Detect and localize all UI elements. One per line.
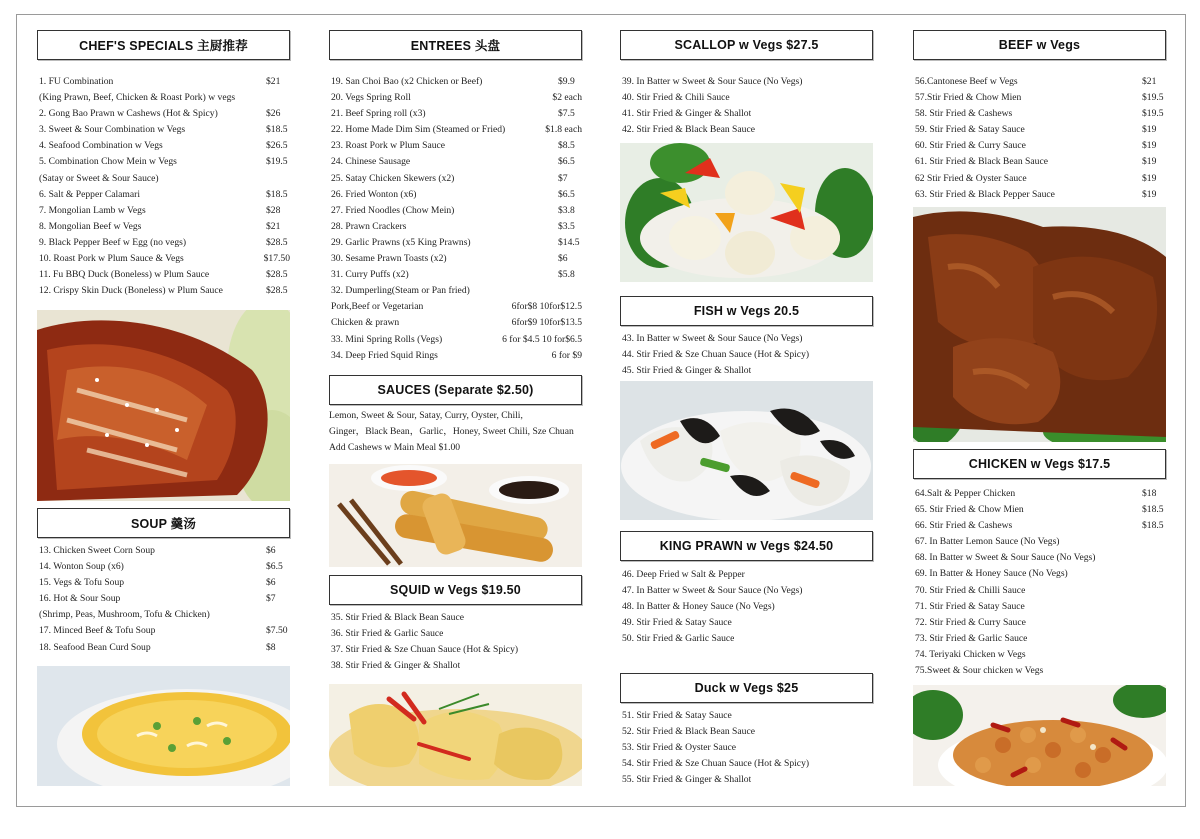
menu-item [331, 283, 582, 299]
menu-item-name: 1. FU Combination [39, 76, 114, 87]
menu-item-name: 73. Stir Fried & Garlic Sauce [915, 632, 1028, 644]
menu-item [39, 607, 290, 623]
menu-item-price: $28.5 [266, 285, 288, 297]
menu-item [331, 138, 582, 154]
menu-item [622, 740, 873, 756]
menu-item-name: 2. Gong Bao Prawn w Cashews (Hot & Spicy) [39, 108, 218, 120]
menu-item-name: 49. Stir Fried & Satay Sauce [622, 617, 732, 629]
menu-item-name: 43. In Batter w Sweet & Sour Sauce (No Vegs) [622, 333, 803, 344]
menu-item-price: $28.5 [266, 236, 288, 248]
menu-item-price: $19 [1142, 156, 1157, 168]
menu-item-name: 48. In Batter & Honey Sauce (No Vegs) [622, 601, 775, 613]
fish-header: FISH w Vegs 20.5 [620, 296, 873, 326]
menu-item-name: 59. Stir Fried & Satay Sauce [915, 124, 1025, 136]
menu-item [39, 251, 290, 267]
menu-item-price [849, 347, 873, 363]
column-3-fish [620, 296, 873, 379]
menu-item-price [1142, 631, 1166, 647]
menu-item-price [1142, 615, 1166, 631]
menu-item-price [849, 363, 873, 379]
menu-item [622, 90, 873, 106]
menu-item-price: $6 [266, 545, 276, 556]
menu-item-price [849, 122, 873, 138]
menu-item-price: $19.5 [266, 156, 288, 168]
menu-item [39, 283, 290, 299]
menu-item [39, 591, 290, 607]
column-4 [913, 30, 1166, 203]
menu-item-price [849, 567, 873, 583]
squid-photo [329, 684, 582, 786]
menu-item-name: 5. Combination Chow Mein w Vegs [39, 156, 177, 168]
menu-item [331, 235, 582, 251]
menu-item-name: 32. Dumperling(Steam or Pan fried) [331, 285, 470, 297]
menu-item-name: 26. Fried Wonton (x6) [331, 188, 417, 200]
chefs-specials-header: CHEF'S SPECIALS 主厨推荐 [37, 30, 290, 60]
menu-item-name: 61. Stir Fried & Black Bean Sauce [915, 156, 1048, 168]
menu-item [331, 90, 582, 106]
column-4-chicken [913, 449, 1166, 679]
menu-item-price [849, 615, 873, 631]
menu-item-name: 75.Sweet & Sour chicken w Vegs [915, 665, 1044, 677]
menu-item-price [266, 90, 290, 106]
menu-item-name: Chicken & prawn [331, 317, 400, 329]
menu-item [39, 219, 290, 235]
sauces-header: SAUCES (Separate $2.50) [329, 375, 582, 405]
menu-item-name: 10. Roast Pork w Plum Sauce & Vegs [39, 253, 184, 265]
menu-item [39, 90, 290, 106]
menu-item [39, 203, 290, 219]
menu-item [915, 550, 1166, 566]
menu-item [622, 347, 873, 363]
menu-item-price [558, 610, 582, 626]
menu-item-name: 50. Stir Fried & Garlic Sauce [622, 633, 735, 645]
menu-item-price [849, 724, 873, 740]
menu-item [331, 267, 582, 283]
menu-item-price: $7 [266, 593, 276, 605]
menu-item [39, 623, 290, 639]
menu-item-name: 21. Beef Spring roll (x3) [331, 108, 426, 120]
menu-item-name: 57.Stir Fried & Chow Mien [915, 92, 1022, 104]
scallop-header: SCALLOP w Vegs $27.5 [620, 30, 873, 60]
menu-item-price: $18 [1142, 488, 1157, 499]
menu-item-name: 45. Stir Fried & Ginger & Shallot [622, 365, 752, 377]
menu-item [915, 647, 1166, 663]
menu-item-price: $3.8 [558, 204, 575, 216]
beef-list [915, 74, 1166, 203]
menu-item-price [849, 583, 873, 599]
menu-item [331, 74, 582, 90]
menu-item-name: 64.Salt & Pepper Chicken [915, 488, 1016, 499]
menu-item [622, 599, 873, 615]
scallop-list [622, 74, 873, 138]
menu-item [39, 74, 290, 90]
menu-item-name: 65. Stir Fried & Chow Mien [915, 504, 1024, 516]
menu-item-price [558, 658, 582, 674]
menu-item [331, 171, 582, 187]
menu-item-name: 62 Stir Fried & Oyster Sauce [915, 172, 1027, 184]
menu-item [39, 267, 290, 283]
menu-item-price: 6 for $9 [551, 349, 582, 361]
menu-item-price [1142, 534, 1166, 550]
menu-item-price: $6.5 [558, 156, 575, 168]
menu-item-price [266, 607, 290, 623]
menu-item [915, 615, 1166, 631]
menu-item [915, 154, 1166, 170]
menu-item [331, 348, 582, 364]
menu-item-name: (Satay or Sweet & Sour Sauce) [39, 172, 159, 184]
menu-item-name: 9. Black Pepper Beef w Egg (no vegs) [39, 236, 187, 248]
menu-item [915, 187, 1166, 203]
menu-item-name: 67. In Batter Lemon Sauce (No Vegs) [915, 536, 1060, 548]
menu-item [331, 332, 582, 348]
menu-item [622, 331, 873, 347]
menu-item-name: 15. Vegs & Tofu Soup [39, 577, 125, 589]
menu-item-name: 72. Stir Fried & Curry Sauce [915, 616, 1026, 628]
scallop-photo [620, 143, 873, 282]
menu-item-price: $14.5 [558, 236, 580, 248]
column-3 [620, 30, 873, 138]
menu-item-price [266, 171, 290, 187]
menu-item-price: $9.9 [558, 76, 575, 87]
menu-item [39, 543, 290, 559]
menu-item-name: 66. Stir Fried & Cashews [915, 520, 1013, 532]
chicken-list [915, 486, 1166, 679]
menu-item-price: $1.8 each [545, 124, 582, 136]
menu-item-price [1142, 599, 1166, 615]
menu-item-name: 33. Mini Spring Rolls (Vegs) [331, 333, 443, 345]
menu-item-price [849, 90, 873, 106]
menu-item [331, 154, 582, 170]
menu-item-name: 34. Deep Fried Squid Rings [331, 349, 438, 361]
menu-item-price: $18.5 [266, 188, 288, 200]
duck-list [622, 708, 873, 788]
menu-item-name: 14. Wonton Soup (x6) [39, 561, 124, 573]
chicken-header: CHICKEN w Vegs $17.5 [913, 449, 1166, 479]
menu-item [39, 154, 290, 170]
corn-soup-photo [37, 666, 290, 786]
menu-item-name: 19. San Choi Bao (x2 Chicken or Beef) [331, 76, 483, 87]
menu-item [915, 90, 1166, 106]
menu-item-price [849, 756, 873, 772]
menu-item-name: 31. Curry Puffs (x2) [331, 269, 409, 281]
menu-item-name: 36. Stir Fried & Garlic Sauce [331, 628, 444, 640]
menu-item [331, 187, 582, 203]
menu-item [915, 122, 1166, 138]
menu-item [331, 122, 582, 138]
menu-item [331, 610, 582, 626]
menu-item-name: 69. In Batter & Honey Sauce (No Vegs) [915, 568, 1068, 580]
king-prawn-list [622, 567, 873, 647]
menu-item-name: 39. In Batter w Sweet & Sour Sauce (No Vegs) [622, 76, 803, 87]
menu-item-price: 6for$9 10for$13.5 [511, 317, 582, 329]
menu-item-price: $26 [266, 108, 281, 120]
menu-item-name: 44. Stir Fried & Sze Chuan Sauce (Hot & Spicy) [622, 349, 810, 361]
menu-item-price [1142, 647, 1166, 663]
menu-item [39, 575, 290, 591]
menu-item-price [849, 708, 873, 724]
menu-item-price: $6 [266, 577, 276, 589]
menu-item-name: 3. Sweet & Sour Combination w Vegs [39, 124, 186, 136]
menu-item-price: $6.5 [266, 561, 283, 573]
menu-item-price [558, 283, 582, 299]
menu-item [622, 106, 873, 122]
column-2-sauces [329, 375, 582, 456]
menu-item-price [1142, 550, 1166, 566]
menu-item [915, 518, 1166, 534]
menu-item-price: $19 [1142, 188, 1157, 200]
menu-item-name: 55. Stir Fried & Ginger & Shallot [622, 774, 752, 786]
beef-header: BEEF w Vegs [913, 30, 1166, 60]
menu-item-name: 17. Minced Beef & Tofu Soup [39, 625, 156, 637]
menu-item-name: 74. Teriyaki Chicken w Vegs [915, 648, 1026, 660]
duck-header: Duck w Vegs $25 [620, 673, 873, 703]
menu-item [622, 363, 873, 379]
king-prawn-header: KING PRAWN w Vegs $24.50 [620, 531, 873, 561]
chefs-specials-list [39, 74, 290, 299]
menu-item-name: (Shrimp, Peas, Mushroom, Tofu & Chicken) [39, 609, 210, 621]
menu-item [622, 631, 873, 647]
menu-item [622, 567, 873, 583]
menu-item-name: 7. Mongolian Lamb w Vegs [39, 204, 146, 216]
menu-item-price: 6 for $4.5 10 for$6.5 [502, 333, 582, 345]
menu-item-price [558, 626, 582, 642]
menu-item-price: $6 [558, 253, 568, 265]
menu-item-price [1142, 663, 1166, 679]
menu-item [915, 566, 1166, 582]
menu-item [331, 219, 582, 235]
menu-item-name: 29. Garlic Prawns (x5 King Prawns) [331, 236, 471, 248]
menu-item-name: 35. Stir Fried & Black Bean Sauce [331, 612, 464, 623]
menu-item [622, 74, 873, 90]
menu-item-price: $19 [1142, 140, 1157, 152]
menu-item-price: $21 [266, 76, 281, 87]
menu-item [331, 299, 582, 315]
menu-item [331, 251, 582, 267]
beef-photo [913, 207, 1166, 442]
menu-item-price: $21 [1142, 76, 1157, 87]
soup-header: SOUP 羹汤 [37, 508, 290, 538]
menu-item-name: 53. Stir Fried & Oyster Sauce [622, 742, 737, 754]
menu-item [331, 106, 582, 122]
menu-item-price: $28.5 [266, 269, 288, 281]
menu-item [331, 203, 582, 219]
menu-item-name: 11. Fu BBQ Duck (Boneless) w Plum Sauce [39, 269, 210, 281]
menu-item-price: $8 [266, 641, 276, 653]
menu-item [915, 631, 1166, 647]
menu-item-price: $7 [558, 172, 568, 184]
menu-item-name: 30. Sesame Prawn Toasts (x2) [331, 253, 447, 265]
menu-item-name: 51. Stir Fried & Satay Sauce [622, 710, 732, 721]
menu-item [622, 724, 873, 740]
menu-item-name: 8. Mongolian Beef w Vegs [39, 220, 142, 232]
menu-item-name: 28. Prawn Crackers [331, 220, 407, 232]
entrees-list [331, 74, 582, 364]
sauces-line-3: Add Cashews w Main Meal $1.00 [329, 442, 461, 454]
menu-item [622, 772, 873, 788]
menu-item-name: 40. Stir Fried & Chili Sauce [622, 92, 730, 104]
menu-item-name: (King Prawn, Beef, Chicken & Roast Pork) w vegs [39, 92, 236, 104]
roast-duck-photo [37, 310, 290, 501]
menu-item [622, 583, 873, 599]
menu-item-name: 71. Stir Fried & Satay Sauce [915, 600, 1025, 612]
sauces-line-1: Lemon, Sweet & Sour, Satay, Curry, Oyster, Chili, [329, 410, 523, 421]
column-2 [329, 30, 582, 364]
menu-item-name: 41. Stir Fried & Ginger & Shallot [622, 108, 752, 120]
menu-item [39, 559, 290, 575]
menu-item [622, 615, 873, 631]
column-1 [37, 30, 290, 299]
menu-item [331, 642, 582, 658]
menu-item-price: $17.50 [263, 253, 290, 265]
menu-item [331, 626, 582, 642]
menu-item-price: $19 [1142, 172, 1157, 184]
menu-item-name: 6. Salt & Pepper Calamari [39, 188, 140, 200]
menu-item-price: $5.8 [558, 269, 575, 281]
menu-item-name: 4. Seafood Combination w Vegs [39, 140, 163, 152]
menu-item [622, 756, 873, 772]
menu-item-name: 47. In Batter w Sweet & Sour Sauce (No Vegs) [622, 585, 803, 597]
soup-list [39, 543, 290, 656]
column-2-squid [329, 575, 582, 674]
menu-item [39, 171, 290, 187]
menu-item-name: Pork,Beef or Vegetarian [331, 301, 424, 313]
menu-item [39, 106, 290, 122]
menu-item-price: $18.5 [1142, 504, 1164, 516]
menu-item-price [1142, 566, 1166, 582]
menu-item [39, 235, 290, 251]
menu-item-name: 37. Stir Fried & Sze Chuan Sauce (Hot & Spicy) [331, 644, 519, 656]
menu-item-name: 20. Vegs Spring Roll [331, 92, 411, 104]
menu-item-price [1142, 583, 1166, 599]
menu-item-name: 18. Seafood Bean Curd Soup [39, 641, 151, 653]
menu-item-price: $2 each [552, 92, 582, 104]
menu-item-price [849, 74, 873, 90]
menu-item [331, 658, 582, 674]
menu-item-price: $8.5 [558, 140, 575, 152]
menu-item [915, 106, 1166, 122]
menu-item-name: 56.Cantonese Beef w Vegs [915, 76, 1018, 87]
menu-item-name: 63. Stir Fried & Black Pepper Sauce [915, 188, 1055, 200]
menu-item-name: 38. Stir Fried & Ginger & Shallot [331, 660, 461, 672]
menu-item-name: 54. Stir Fried & Sze Chuan Sauce (Hot & Spicy) [622, 758, 810, 770]
menu-item [39, 187, 290, 203]
menu-item-price: $18.5 [266, 124, 288, 136]
menu-item-name: 58. Stir Fried & Cashews [915, 108, 1013, 120]
menu-item-price [558, 642, 582, 658]
menu-item-price [849, 599, 873, 615]
menu-item [39, 122, 290, 138]
menu-item-price: $19.5 [1142, 108, 1164, 120]
menu-item [915, 171, 1166, 187]
menu-item-price: $7.5 [558, 108, 575, 120]
menu-item [915, 599, 1166, 615]
menu-item-price: $26.5 [266, 140, 288, 152]
column-3-kingprawn [620, 531, 873, 647]
menu-item-name: 23. Roast Pork w Plum Sauce [331, 140, 446, 152]
sauces-line-2: Ginger，Black Bean，Garlic，Honey, Sweet Chili, Sze Chuan [329, 426, 574, 438]
menu-item-name: 22. Home Made Dim Sim (Steamed or Fried) [331, 124, 506, 136]
menu-item-name: 16. Hot & Sour Soup [39, 593, 121, 605]
menu-item-name: 70. Stir Fried & Chilli Sauce [915, 584, 1026, 596]
menu-item-name: 42. Stir Fried & Black Bean Sauce [622, 124, 755, 136]
menu-item-name: 27. Fried Noodles (Chow Mein) [331, 204, 455, 216]
menu-item-price: $19.5 [1142, 92, 1164, 104]
menu-item [331, 315, 582, 331]
menu-item-price: $21 [266, 220, 281, 232]
menu-item-price [849, 106, 873, 122]
menu-item [39, 138, 290, 154]
menu-item-price: $18.5 [1142, 520, 1164, 532]
menu-item [915, 502, 1166, 518]
menu-item [915, 138, 1166, 154]
column-1-soup [37, 508, 290, 656]
menu-item-price: $6.5 [558, 188, 575, 200]
column-3-duck [620, 673, 873, 788]
menu-item-name: 52. Stir Fried & Black Bean Sauce [622, 726, 755, 738]
menu-item-name: 12. Crispy Skin Duck (Boneless) w Plum Sauce [39, 285, 223, 297]
menu-item-price: $3.5 [558, 220, 575, 232]
menu-item [915, 534, 1166, 550]
menu-item-name: 46. Deep Fried w Salt & Pepper [622, 569, 745, 580]
menu-item-price: $28 [266, 204, 281, 216]
menu-item-price: 6for$8 10for$12.5 [511, 301, 582, 313]
menu-item [915, 74, 1166, 90]
kung-pao-chicken-photo [913, 685, 1166, 786]
menu-item [915, 486, 1166, 502]
menu-item-price [849, 740, 873, 756]
menu-item-price: $19 [1142, 124, 1157, 136]
menu-item [622, 708, 873, 724]
menu-item [915, 663, 1166, 679]
entrees-header: ENTREES 头盘 [329, 30, 582, 60]
menu-item-price [849, 331, 873, 347]
fish-list [622, 331, 873, 379]
menu-item-price: $7.50 [266, 625, 288, 637]
menu-item [915, 583, 1166, 599]
squid-header: SQUID w Vegs $19.50 [329, 575, 582, 605]
menu-item-price [849, 772, 873, 788]
spring-roll-photo [329, 464, 582, 567]
menu-item [39, 640, 290, 656]
menu-item [622, 122, 873, 138]
menu-item-name: 13. Chicken Sweet Corn Soup [39, 545, 155, 556]
menu-item-name: 24. Chinese Sausage [331, 156, 411, 168]
menu-item-price [849, 631, 873, 647]
menu-item-name: 60. Stir Fried & Curry Sauce [915, 140, 1026, 152]
fish-photo [620, 381, 873, 520]
squid-list [331, 610, 582, 674]
menu-item-name: 68. In Batter w Sweet & Sour Sauce (No Vegs) [915, 552, 1096, 564]
menu-item-name: 25. Satay Chicken Skewers (x2) [331, 172, 455, 184]
